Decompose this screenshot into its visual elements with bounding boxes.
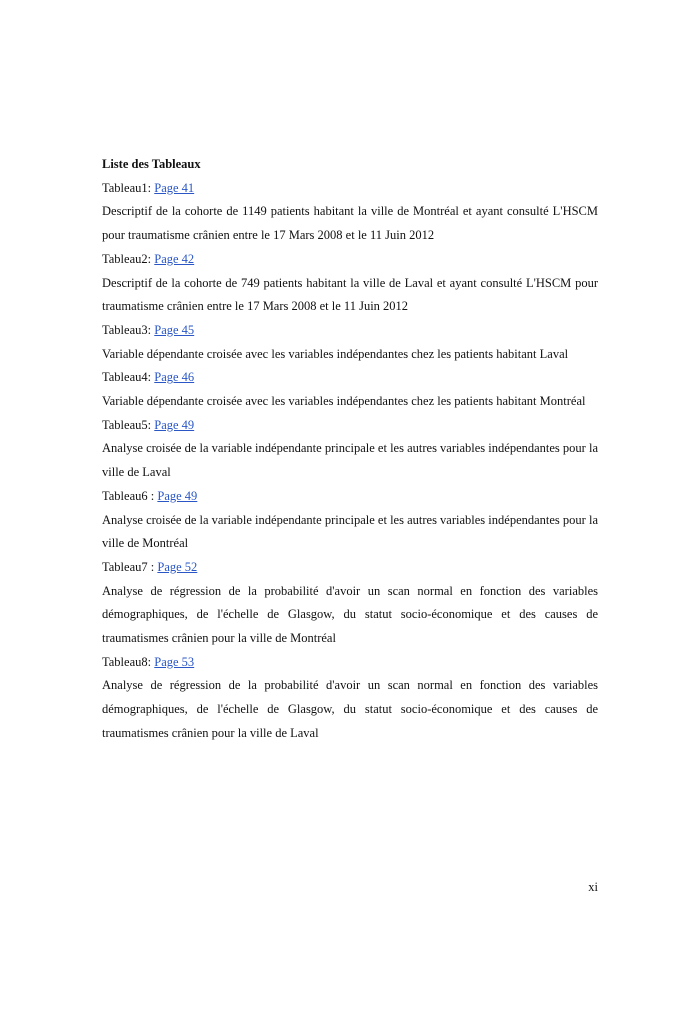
table-entry-label-line (102, 366, 598, 390)
page-link[interactable]: Page 49 (157, 488, 198, 503)
table-description: Analyse de régression de la probabilité d'avoir un scan normal en fonction des variables démographiques, de l'échelle de Glasgow, du statut socio-économique et des causes de traumatismes crânien pour la ville de Laval (102, 678, 598, 740)
table-entry-3 (102, 319, 598, 366)
separator: : (147, 251, 155, 266)
page-link[interactable]: Page 42 (154, 251, 195, 266)
table-description: Variable dépendante croisée avec les variables indépendantes chez les patients habitant Laval (102, 346, 569, 361)
table-label: Tableau6 (102, 488, 148, 503)
table-entry-label-line (102, 414, 598, 438)
table-label: Tableau5 (102, 417, 148, 432)
page-link[interactable]: Page 52 (157, 559, 198, 574)
table-label: Tableau2 (102, 251, 148, 266)
table-entry-label-line (102, 651, 598, 675)
table-label: Tableau8 (102, 654, 148, 669)
table-list (102, 153, 598, 746)
separator: : (147, 654, 155, 669)
table-description: Descriptif de la cohorte de 1149 patients habitant la ville de Montréal et ayant consulté L'HSCM pour traumatisme crânien entre le 17 Mars 2008 et le 11 Juin 2012 (102, 204, 598, 243)
table-entry-label-line (102, 319, 598, 343)
table-entry-2 (102, 248, 598, 319)
table-entry-8 (102, 651, 598, 746)
table-description: Analyse croisée de la variable indépendante principale et les autres variables indépendantes pour la ville de Montréal (102, 512, 598, 551)
list-heading: Liste des Tableaux (102, 157, 201, 171)
table-label: Tableau3 (102, 322, 148, 337)
separator: : (147, 370, 155, 385)
page-link[interactable]: Page 41 (154, 180, 195, 195)
page-link[interactable]: Page 49 (154, 417, 195, 432)
table-label: Tableau7 (102, 559, 148, 574)
page-number: xi (588, 880, 598, 894)
table-entry-label-line (102, 248, 598, 272)
separator: : (147, 417, 155, 432)
table-entry-4 (102, 366, 598, 413)
separator: : (147, 559, 158, 574)
table-entry-6 (102, 485, 598, 556)
table-description: Descriptif de la cohorte de 749 patients habitant la ville de Laval et ayant consulté L'HSCM pour traumatisme crânien entre le 17 Mars 2008 et le 11 Juin 2012 (102, 275, 598, 314)
separator: : (147, 488, 158, 503)
table-description: Variable dépendante croisée avec les variables indépendantes chez les patients habitant Montréal (102, 394, 586, 409)
table-label: Tableau1 (102, 180, 148, 195)
page-link[interactable]: Page 46 (154, 370, 195, 385)
table-entry-label-line (102, 177, 598, 201)
table-description: Analyse de régression de la probabilité d'avoir un scan normal en fonction des variables démographiques, de l'échelle de Glasgow, du statut socio-économique et des causes de traumatismes crânien pour la ville de Montréal (102, 583, 598, 646)
page-link[interactable]: Page 45 (154, 322, 195, 337)
table-entry-label-line (102, 485, 598, 509)
table-entry-7 (102, 556, 598, 651)
table-entry-1 (102, 177, 598, 248)
page-link[interactable]: Page 53 (154, 654, 195, 669)
separator: : (147, 180, 155, 195)
table-label: Tableau4 (102, 370, 148, 385)
table-entry-5 (102, 414, 598, 485)
table-entry-label-line (102, 556, 598, 580)
table-description: Analyse croisée de la variable indépendante principale et les autres variables indépendantes pour la ville de Laval (102, 441, 598, 480)
separator: : (147, 322, 155, 337)
